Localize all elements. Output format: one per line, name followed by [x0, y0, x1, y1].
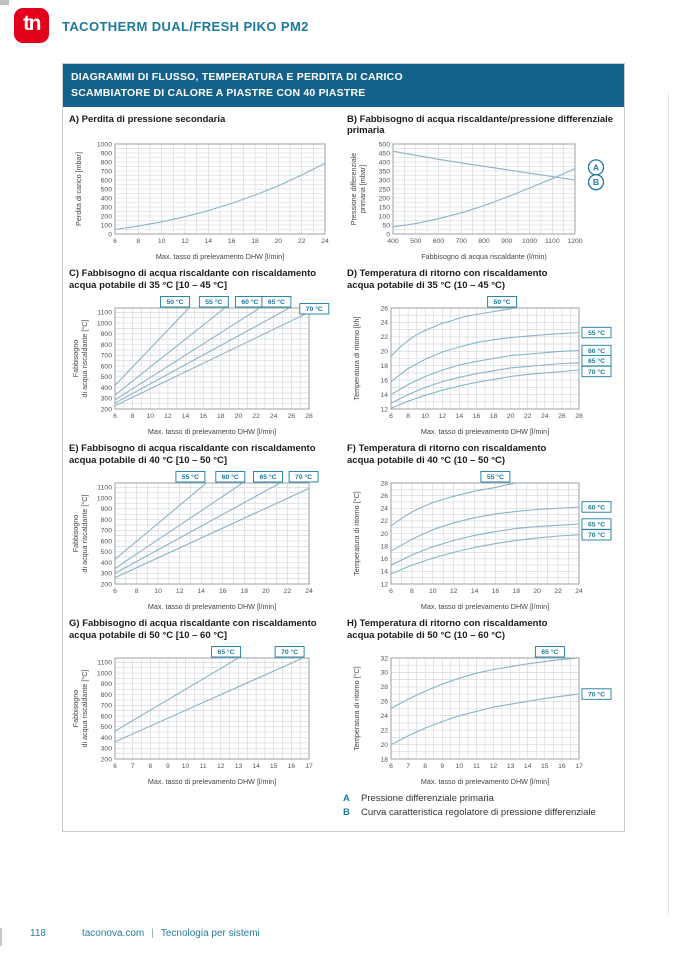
svg-text:12: 12 — [175, 587, 184, 595]
svg-text:450: 450 — [378, 150, 390, 158]
svg-text:700: 700 — [100, 167, 112, 175]
svg-text:900: 900 — [501, 238, 513, 246]
chart-C-plot — [69, 292, 341, 438]
svg-text:12: 12 — [380, 406, 388, 414]
svg-text:900: 900 — [100, 149, 112, 157]
svg-text:Max. tasso di prelevamento DHW: Max. tasso di prelevamento DHW [l/min] — [420, 776, 550, 786]
svg-text:di acqua riscaldante [°C]: di acqua riscaldante [°C] — [80, 319, 89, 398]
svg-text:24: 24 — [575, 587, 583, 595]
svg-text:16: 16 — [287, 762, 296, 770]
svg-text:16: 16 — [227, 237, 236, 245]
svg-text:700: 700 — [455, 238, 467, 246]
chart-G-plot — [69, 642, 341, 788]
svg-text:0: 0 — [386, 231, 390, 239]
svg-text:800: 800 — [100, 341, 112, 349]
chart-G-title: G) Fabbisogno di acqua riscaldante con riscaldamento acqua potabile di 50 °C [10 – 60 °C] — [69, 617, 317, 641]
svg-text:6: 6 — [113, 413, 117, 421]
svg-text:13: 13 — [506, 762, 515, 770]
section-header-banner — [63, 64, 624, 107]
svg-text:Pressione differenziale: Pressione differenziale — [349, 152, 358, 226]
svg-text:28: 28 — [305, 413, 313, 421]
svg-text:20: 20 — [506, 413, 515, 421]
chart-F — [341, 438, 627, 613]
svg-text:600: 600 — [100, 176, 112, 184]
svg-text:70 °C: 70 °C — [281, 648, 299, 656]
chart-A-plot — [69, 137, 341, 263]
svg-text:18: 18 — [512, 587, 521, 595]
page-edge-line — [668, 92, 669, 914]
svg-text:10: 10 — [421, 413, 429, 421]
svg-text:Fabbisogno: Fabbisogno — [71, 339, 80, 378]
svg-text:20: 20 — [533, 587, 541, 595]
svg-text:60 °C: 60 °C — [241, 299, 259, 307]
svg-text:150: 150 — [378, 204, 390, 212]
svg-text:50 °C: 50 °C — [166, 299, 184, 307]
svg-text:9: 9 — [166, 762, 170, 770]
svg-text:600: 600 — [100, 363, 112, 371]
svg-text:15: 15 — [269, 762, 278, 770]
svg-text:400: 400 — [100, 734, 112, 742]
svg-text:8: 8 — [148, 762, 153, 770]
svg-text:8: 8 — [423, 762, 428, 770]
svg-text:14: 14 — [252, 762, 260, 770]
svg-text:300: 300 — [100, 203, 112, 211]
svg-text:6: 6 — [389, 413, 393, 421]
svg-text:26: 26 — [380, 492, 388, 500]
svg-text:Max. tasso di prelevamento DHW: Max. tasso di prelevamento DHW [l/min] — [420, 601, 550, 611]
svg-text:Fabbisogno di acqua riscaldant: Fabbisogno di acqua riscaldante (l/min) — [421, 252, 547, 262]
svg-text:Perdita di carico [mbar]: Perdita di carico [mbar] — [74, 151, 83, 226]
svg-text:32: 32 — [380, 654, 388, 662]
page-number: 118 — [30, 928, 46, 939]
svg-text:60 °C: 60 °C — [221, 473, 239, 481]
svg-text:8: 8 — [410, 587, 414, 595]
svg-text:22: 22 — [380, 726, 388, 734]
svg-text:65 °C: 65 °C — [267, 299, 285, 307]
svg-text:Temperatura di ritorno [°C]: Temperatura di ritorno [°C] — [352, 491, 361, 576]
svg-text:16: 16 — [380, 377, 388, 385]
svg-text:6: 6 — [389, 587, 393, 595]
svg-text:30: 30 — [380, 669, 388, 677]
svg-text:Max. tasso di prelevamento DHW: Max. tasso di prelevamento DHW [l/min] — [155, 251, 285, 261]
svg-text:600: 600 — [100, 712, 112, 720]
svg-text:14: 14 — [197, 587, 205, 595]
svg-text:50: 50 — [382, 222, 390, 230]
svg-text:70 °C: 70 °C — [587, 368, 606, 376]
svg-text:14: 14 — [523, 762, 532, 770]
svg-text:1100: 1100 — [97, 659, 112, 667]
chart-D — [341, 263, 627, 438]
svg-text:20: 20 — [380, 741, 388, 749]
svg-text:500: 500 — [378, 141, 390, 149]
svg-text:60 °C: 60 °C — [587, 347, 606, 355]
svg-text:600: 600 — [100, 538, 112, 546]
svg-text:6: 6 — [113, 587, 117, 595]
chart-D-title: D) Temperatura di ritorno con riscaldamento acqua potabile di 35 °C (10 – 45 °C) — [347, 268, 548, 292]
chart-D-plot — [347, 292, 627, 438]
svg-text:65 °C: 65 °C — [259, 473, 277, 481]
svg-text:500: 500 — [100, 185, 112, 193]
chart-F-plot — [347, 467, 627, 613]
svg-text:24: 24 — [380, 505, 388, 513]
svg-text:1100: 1100 — [97, 309, 112, 317]
svg-text:65 °C: 65 °C — [587, 358, 606, 366]
svg-text:18: 18 — [489, 413, 498, 421]
svg-text:17: 17 — [305, 762, 313, 770]
svg-text:16: 16 — [380, 555, 388, 563]
svg-text:18: 18 — [380, 363, 388, 371]
svg-text:7: 7 — [406, 762, 410, 770]
svg-text:11: 11 — [199, 762, 207, 770]
svg-text:Max. tasso di prelevamento DHW: Max. tasso di prelevamento DHW [l/min] — [147, 427, 277, 437]
svg-text:300: 300 — [100, 395, 112, 403]
svg-text:28: 28 — [380, 480, 388, 488]
svg-text:55 °C: 55 °C — [486, 473, 504, 481]
svg-text:14: 14 — [380, 391, 388, 399]
svg-text:10: 10 — [455, 762, 464, 770]
chart-G — [63, 613, 341, 788]
svg-text:22: 22 — [380, 517, 388, 525]
svg-text:8: 8 — [136, 237, 141, 245]
svg-text:15: 15 — [541, 762, 549, 770]
svg-text:65 °C: 65 °C — [217, 648, 235, 656]
chart-B-title: B) Fabbisogno di acqua riscaldante/pressione differenziale primaria — [347, 113, 614, 137]
svg-text:26: 26 — [287, 413, 296, 421]
svg-text:12: 12 — [164, 413, 172, 421]
svg-text:1000: 1000 — [521, 238, 538, 246]
chart-H-title: H) Temperatura di ritorno con riscaldamento acqua potabile di 50 °C (10 – 60 °C) — [347, 617, 548, 641]
svg-text:300: 300 — [100, 570, 112, 578]
svg-text:1000: 1000 — [96, 320, 112, 328]
svg-text:14: 14 — [204, 237, 213, 245]
svg-text:70 °C: 70 °C — [305, 306, 323, 314]
svg-text:17: 17 — [575, 762, 583, 770]
svg-text:200: 200 — [100, 581, 112, 589]
svg-text:28: 28 — [380, 683, 388, 691]
svg-text:400: 400 — [100, 559, 112, 567]
svg-text:65 °C: 65 °C — [541, 648, 559, 656]
svg-text:250: 250 — [378, 186, 390, 194]
svg-text:700: 700 — [100, 702, 112, 710]
chart-B — [341, 109, 627, 264]
svg-text:100: 100 — [100, 221, 112, 229]
svg-text:900: 900 — [100, 680, 112, 688]
svg-text:16: 16 — [199, 413, 207, 421]
page-footer — [30, 928, 260, 939]
svg-text:18: 18 — [380, 543, 388, 551]
diagram-section — [62, 63, 625, 832]
svg-text:10: 10 — [146, 413, 155, 421]
svg-text:8: 8 — [134, 587, 139, 595]
svg-text:26: 26 — [380, 305, 388, 313]
svg-text:300: 300 — [100, 745, 112, 753]
svg-text:26: 26 — [380, 698, 388, 706]
svg-text:12: 12 — [489, 762, 498, 770]
svg-text:900: 900 — [100, 331, 112, 339]
scan-artifact-corner — [0, 0, 9, 5]
svg-text:24: 24 — [305, 587, 313, 595]
svg-text:800: 800 — [100, 691, 112, 699]
taconova-logo: tn — [14, 8, 49, 43]
svg-text:18: 18 — [251, 237, 259, 245]
chart-F-title: F) Temperatura di ritorno con riscaldamento acqua potabile di 40 °C (10 – 50 °C) — [347, 443, 547, 466]
svg-text:55 °C: 55 °C — [181, 473, 199, 481]
svg-text:10: 10 — [157, 237, 166, 245]
svg-text:0: 0 — [108, 230, 112, 238]
svg-text:500: 500 — [100, 548, 112, 556]
legend-label-A: Pressione differenziale primaria — [361, 792, 494, 804]
svg-text:20: 20 — [234, 413, 243, 421]
svg-text:12: 12 — [380, 581, 388, 589]
chart-A — [63, 109, 341, 264]
svg-text:16: 16 — [219, 587, 227, 595]
svg-text:di acqua riscaldante [°C]: di acqua riscaldante [°C] — [80, 669, 89, 748]
chart-H — [341, 613, 627, 788]
svg-text:24: 24 — [380, 712, 388, 720]
chart-A-title: A) Perdita di pressione secondaria — [69, 113, 226, 125]
footer-separator: | — [151, 928, 154, 939]
svg-text:7: 7 — [130, 762, 135, 770]
svg-text:14: 14 — [455, 413, 464, 421]
svg-text:22: 22 — [554, 587, 562, 595]
svg-text:6: 6 — [389, 762, 393, 770]
banner-line-2: SCAMBIATORE DI CALORE A PIASTRE CON 40 PIASTRE — [71, 87, 366, 100]
svg-text:14: 14 — [470, 587, 479, 595]
svg-text:primaria [mbar]: primaria [mbar] — [358, 165, 367, 214]
svg-text:Max. tasso di prelevamento DHW: Max. tasso di prelevamento DHW [l/min] — [147, 776, 277, 786]
svg-text:12: 12 — [181, 237, 189, 245]
svg-text:9: 9 — [440, 762, 445, 770]
chart-H-plot — [347, 642, 627, 788]
svg-text:16: 16 — [472, 413, 481, 421]
chart-C — [63, 263, 341, 438]
svg-text:13: 13 — [234, 762, 243, 770]
chart-C-title: C) Fabbisogno di acqua riscaldante con riscaldamento acqua potabile di 35 °C [10 – 45 °C] — [69, 268, 317, 292]
svg-text:12: 12 — [449, 587, 458, 595]
svg-text:22: 22 — [252, 413, 260, 421]
svg-text:Temperatura di ritorno [l/h]: Temperatura di ritorno [l/h] — [352, 316, 361, 401]
svg-text:6: 6 — [113, 762, 117, 770]
svg-text:18: 18 — [217, 413, 225, 421]
svg-text:20: 20 — [262, 587, 270, 595]
svg-text:1000: 1000 — [96, 669, 112, 677]
svg-text:10: 10 — [429, 587, 437, 595]
svg-text:14: 14 — [181, 413, 190, 421]
svg-text:20: 20 — [380, 348, 388, 356]
svg-text:22: 22 — [523, 413, 532, 421]
svg-text:A: A — [592, 162, 600, 173]
svg-text:16: 16 — [491, 587, 500, 595]
svg-text:20: 20 — [274, 237, 283, 245]
svg-text:8: 8 — [130, 413, 135, 421]
svg-text:900: 900 — [100, 505, 112, 513]
svg-text:24: 24 — [321, 237, 329, 245]
svg-text:500: 500 — [100, 374, 112, 382]
svg-text:200: 200 — [100, 406, 112, 414]
chart-E — [63, 438, 341, 613]
svg-text:300: 300 — [378, 177, 390, 185]
svg-text:200: 200 — [100, 755, 112, 763]
svg-text:10: 10 — [154, 587, 162, 595]
svg-text:50 °C: 50 °C — [493, 299, 511, 307]
svg-text:55 °C: 55 °C — [205, 299, 223, 307]
svg-text:60 °C: 60 °C — [587, 504, 606, 512]
svg-text:1200: 1200 — [567, 238, 583, 246]
svg-text:700: 700 — [100, 352, 112, 360]
chart-E-title: E) Fabbisogno di acqua riscaldante con riscaldamento acqua potabile di 40 °C [10 – 50 °C] — [69, 443, 316, 466]
svg-text:22: 22 — [283, 587, 292, 595]
svg-text:400: 400 — [100, 194, 112, 202]
svg-text:400: 400 — [387, 238, 399, 246]
svg-text:70 °C: 70 °C — [587, 531, 606, 539]
svg-text:18: 18 — [380, 755, 388, 763]
svg-text:400: 400 — [100, 384, 112, 392]
svg-text:di acqua riscaldante [°C]: di acqua riscaldante [°C] — [80, 494, 89, 573]
footer-tagline: Tecnologia per sistemi — [160, 928, 260, 939]
chart-E-plot — [69, 467, 341, 613]
svg-text:24: 24 — [269, 413, 278, 421]
curve-legend — [343, 792, 616, 821]
svg-text:200: 200 — [378, 195, 390, 203]
svg-text:350: 350 — [378, 168, 390, 176]
svg-text:8: 8 — [406, 413, 410, 421]
svg-text:500: 500 — [100, 723, 112, 731]
svg-text:500: 500 — [410, 238, 422, 246]
page-edge-mark — [0, 928, 2, 946]
svg-text:Fabbisogno: Fabbisogno — [71, 689, 80, 727]
svg-text:200: 200 — [100, 212, 112, 220]
svg-text:26: 26 — [558, 413, 566, 421]
banner-line-1: DIAGRAMMI DI FLUSSO, TEMPERATURA E PERDITA DI CARICO — [71, 71, 403, 83]
svg-text:10: 10 — [181, 762, 190, 770]
svg-text:22: 22 — [297, 237, 306, 245]
svg-text:100: 100 — [378, 213, 390, 221]
svg-text:600: 600 — [432, 238, 445, 246]
svg-text:55 °C: 55 °C — [587, 329, 606, 337]
legend-item-B — [343, 806, 616, 821]
svg-text:400: 400 — [378, 159, 390, 167]
svg-text:22: 22 — [380, 334, 388, 342]
svg-text:B: B — [592, 177, 600, 188]
svg-text:800: 800 — [100, 158, 112, 166]
svg-text:24: 24 — [380, 319, 388, 327]
svg-text:12: 12 — [217, 762, 225, 770]
svg-text:700: 700 — [100, 527, 112, 535]
svg-text:12: 12 — [438, 413, 447, 421]
svg-text:11: 11 — [472, 762, 481, 770]
legend-key-B: B — [343, 807, 350, 819]
legend-label-B: Curva caratteristica regolatore di pressione differenziale — [361, 807, 596, 819]
svg-text:1000: 1000 — [96, 140, 112, 148]
footer-site: taconova.com — [81, 928, 145, 939]
legend-item-A — [343, 792, 616, 807]
svg-text:18: 18 — [240, 587, 249, 595]
svg-text:1000: 1000 — [96, 495, 112, 503]
svg-text:Fabbisogno: Fabbisogno — [71, 514, 80, 553]
charts-grid — [63, 107, 624, 788]
svg-text:28: 28 — [575, 413, 583, 421]
svg-text:800: 800 — [100, 516, 112, 524]
svg-text:14: 14 — [380, 568, 388, 576]
svg-text:6: 6 — [113, 237, 117, 245]
chart-B-plot — [347, 137, 627, 263]
svg-text:70 °C: 70 °C — [587, 690, 606, 698]
svg-text:Max. tasso di prelevamento DHW: Max. tasso di prelevamento DHW [l/min] — [420, 427, 550, 437]
svg-text:1100: 1100 — [544, 238, 560, 246]
svg-text:24: 24 — [541, 413, 549, 421]
svg-text:65 °C: 65 °C — [587, 521, 606, 529]
svg-text:20: 20 — [380, 530, 388, 538]
svg-text:Temperatura di ritorno [°C]: Temperatura di ritorno [°C] — [352, 665, 361, 751]
svg-text:800: 800 — [478, 238, 490, 246]
svg-text:16: 16 — [558, 762, 566, 770]
svg-text:70 °C: 70 °C — [295, 473, 313, 481]
svg-text:Max. tasso di prelevamento DHW: Max. tasso di prelevamento DHW [l/min] — [147, 601, 277, 611]
page-title: TACOTHERM DUAL/FRESH PIKO PM2 — [62, 19, 309, 34]
legend-key-A: A — [343, 792, 350, 804]
svg-text:1100: 1100 — [97, 484, 112, 492]
